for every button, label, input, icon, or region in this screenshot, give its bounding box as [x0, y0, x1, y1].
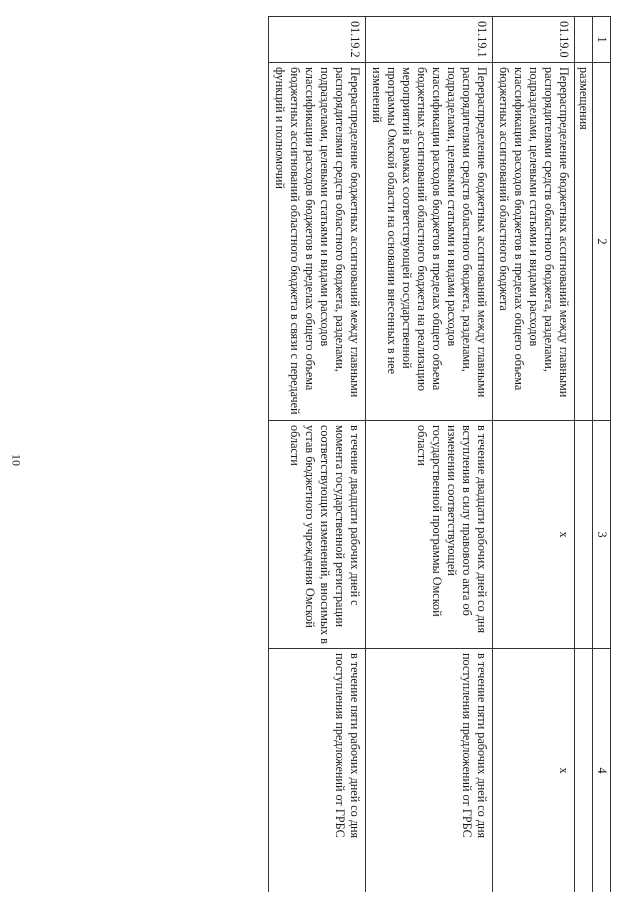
row-description: Перераспределение бюджетных ассигнований между главными распорядителями средств областного бюджета, разделами, подразделами, целевыми статьями и видами расходов классификации расходов бюджетов в пределах общего объема бюджетных ассигнований областного бюджета на реализацию мероприятий в рамках соответствующей государственной программы Омской области на основании внесенных в нее изменений	[366, 63, 493, 421]
column-number-row	[593, 17, 611, 893]
table-row	[366, 17, 493, 893]
column-number-3: 3	[593, 421, 611, 649]
rotated-page-area	[62, 16, 611, 892]
row-col3: в течение двадцати рабочих дней с момента государственной регистрации соответствующих изменений, вносимых в устав бюджетного учреждения Омской области	[269, 421, 366, 649]
continuation-row	[575, 17, 593, 893]
continuation-col3-cell	[575, 421, 593, 649]
row-code: 01.19.2	[269, 17, 366, 63]
row-code: 01.19.0	[493, 17, 575, 63]
rotated-table-container	[62, 16, 611, 892]
continuation-col4-cell	[575, 649, 593, 893]
document-table	[268, 16, 611, 892]
column-number-2: 2	[593, 63, 611, 421]
row-col4: в течение пяти рабочих дней со дня поступления предложений от ГРБС	[269, 649, 366, 893]
row-description: Перераспределение бюджетных ассигнований между главными распорядителями средств областного бюджета, разделами, подразделами, целевыми статьями и видами расходов классификации расходов бюджетов в пределах общего объема бюджетных ассигнований областного бюджета	[493, 63, 575, 421]
row-col4: в течение пяти рабочих дней со дня поступления предложений от ГРБС	[366, 649, 493, 893]
column-number-1: 1	[593, 17, 611, 63]
row-col3: x	[493, 421, 575, 649]
table-row	[493, 17, 575, 893]
table-row	[269, 17, 366, 893]
continuation-text-cell: размещения	[575, 63, 593, 421]
column-number-4: 4	[593, 649, 611, 893]
continuation-code-cell	[575, 17, 593, 63]
row-col3: в течение двадцати рабочих дней со дня вступления в силу правового акта об изменении соответствующей государственной программы Омской области	[366, 421, 493, 649]
page-number: 10	[9, 454, 24, 466]
row-col4: x	[493, 649, 575, 893]
row-description: Перераспределение бюджетных ассигнований между главными распорядителями средств областного бюджета, разделами, подразделами, целевыми статьями и видами расходов классификации расходов бюджетов в пределах общего объема бюджетных ассигнований областного бюджета в связи с передачей функций и полномочий	[269, 63, 366, 421]
row-code: 01.19.1	[366, 17, 493, 63]
